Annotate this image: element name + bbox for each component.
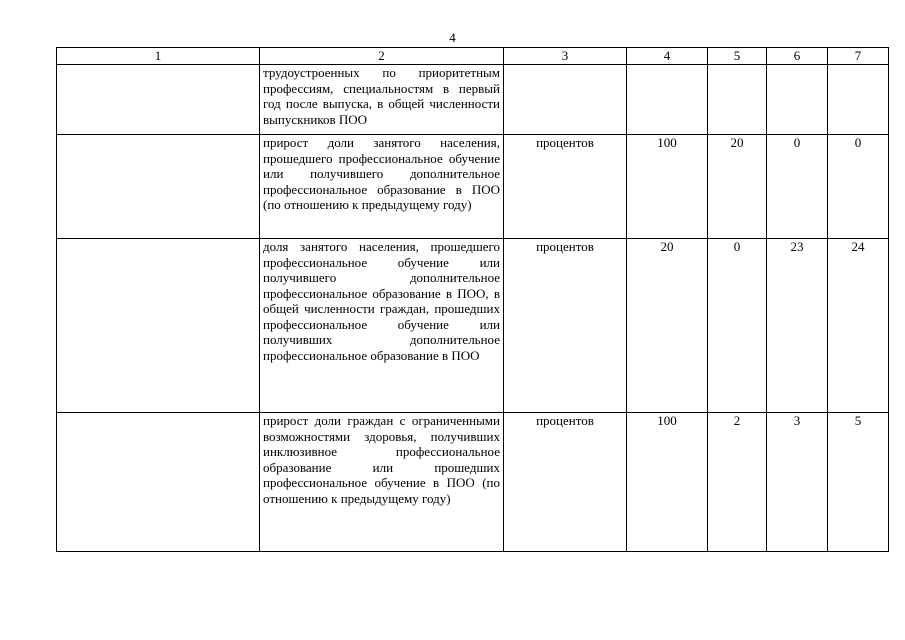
column-header-6: 6 [767,48,828,65]
value-col5: 2 [708,413,767,552]
value-col4: 100 [627,135,708,239]
column-header-5: 5 [708,48,767,65]
value-col6: 0 [767,135,828,239]
table-row [57,413,889,552]
table-row [57,65,889,135]
unit-cell: процентов [504,239,627,413]
indicator-description: прирост доли граждан с ограниченными возможностями здоровья, получивших инклюзивное профессиональное образование или прошедших профессиональное обучение в ПОО (по отношению к предыдущему году) [260,413,504,552]
row-col1-cell [57,239,260,413]
indicators-table [56,47,889,552]
value-col7: 5 [828,413,889,552]
value-col7: 24 [828,239,889,413]
value-col7: 0 [828,135,889,239]
value-col6: 23 [767,239,828,413]
row-col1-cell [57,65,260,135]
row-col1-cell [57,135,260,239]
row-col1-cell [57,413,260,552]
value-col4 [627,65,708,135]
value-col6 [767,65,828,135]
value-col4: 20 [627,239,708,413]
column-header-2: 2 [260,48,504,65]
indicator-description: доля занятого населения, прошедшего профессиональное обучение или получившего дополнительное профессиональное образование в ПОО, в общей численности граждан, прошедших профессиональное обучение или получивших дополнительное профессиональное образование в ПОО [260,239,504,413]
indicator-description: прирост доли занятого населения, прошедшего профессиональное обучение или получившего дополнительное профессиональное образование в ПОО (по отношению к предыдущему году) [260,135,504,239]
column-header-4: 4 [627,48,708,65]
value-col4: 100 [627,413,708,552]
column-header-7: 7 [828,48,889,65]
value-col5: 0 [708,239,767,413]
column-header-1: 1 [57,48,260,65]
unit-cell: процентов [504,135,627,239]
value-col5: 20 [708,135,767,239]
table-row [57,135,889,239]
column-header-3: 3 [504,48,627,65]
unit-cell: процентов [504,413,627,552]
value-col6: 3 [767,413,828,552]
value-col7 [828,65,889,135]
table-row [57,239,889,413]
header-row [57,48,889,65]
value-col5 [708,65,767,135]
page-number: 4 [449,30,456,45]
unit-cell [504,65,627,135]
indicator-description: трудоустроенных по приоритетным профессиям, специальностям в первый год после выпуска, в общей численности выпускников ПОО [260,65,504,135]
